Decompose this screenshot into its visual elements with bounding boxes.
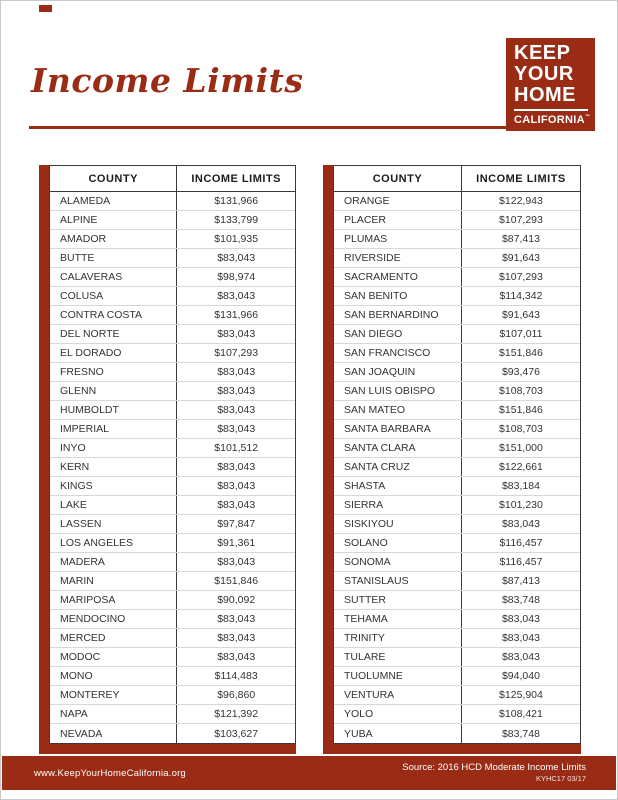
table-row (50, 268, 295, 287)
table-row (50, 629, 295, 648)
county-name: EL DORADO (50, 344, 177, 362)
income-limit-value: $90,092 (217, 594, 256, 606)
county-name: SAN BENITO (334, 287, 462, 305)
table-row (50, 553, 295, 572)
county-name: IMPERIAL (50, 420, 177, 438)
county-name: KERN (50, 458, 177, 476)
county-name: SACRAMENTO (334, 268, 462, 286)
table-row (334, 629, 580, 648)
table-row (334, 211, 580, 230)
county-name: LASSEN (50, 515, 177, 533)
column-header-income-limits: INCOME LIMITS (476, 172, 566, 185)
table-row (334, 401, 580, 420)
county-name: CALAVERAS (50, 268, 177, 286)
income-limit-value: $91,361 (217, 537, 256, 549)
table-row (50, 306, 295, 325)
county-name: COLUSA (50, 287, 177, 305)
table-row (50, 534, 295, 553)
county-name: AMADOR (50, 230, 177, 248)
table-row (50, 192, 295, 211)
table-row (50, 211, 295, 230)
county-name: SAN DIEGO (334, 325, 462, 343)
income-limit-value: $116,457 (499, 537, 543, 549)
county-name: SUTTER (334, 591, 462, 609)
county-name: TEHAMA (334, 610, 462, 628)
county-name: INYO (50, 439, 177, 457)
county-name: DEL NORTE (50, 325, 177, 343)
county-name: TUOLUMNE (334, 667, 462, 685)
income-limit-value: $98,974 (217, 271, 256, 283)
income-limit-value: $83,043 (217, 385, 256, 397)
county-name: RIVERSIDE (334, 249, 462, 267)
footer-website-link[interactable]: www.KeepYourHomeCalifornia.org (34, 767, 186, 779)
table-row (334, 382, 580, 401)
county-name: SAN LUIS OBISPO (334, 382, 462, 400)
table-bottom-accent-bar (39, 744, 296, 754)
county-name: SANTA CLARA (334, 439, 462, 457)
income-limit-value: $107,011 (499, 328, 543, 340)
income-limit-value: $96,860 (217, 689, 256, 701)
county-name: MONTEREY (50, 686, 177, 704)
logo-divider (514, 109, 588, 111)
income-limit-value: $83,043 (217, 499, 256, 511)
table-row (50, 477, 295, 496)
county-name: LOS ANGELES (50, 534, 177, 552)
footer-document-code: KYHC17 03/17 (535, 774, 586, 784)
county-name: MERCED (50, 629, 177, 647)
table-row (50, 401, 295, 420)
table-row (50, 705, 295, 724)
table-row (334, 306, 580, 325)
logo-line-california: CALIFORNIA™ (514, 114, 591, 126)
county-name: MENDOCINO (50, 610, 177, 628)
county-name: BUTTE (50, 249, 177, 267)
county-name: SONOMA (334, 553, 462, 571)
table-row (334, 610, 580, 629)
county-name: SIERRA (334, 496, 462, 514)
table-row (334, 363, 580, 382)
page-title: Income Limits (31, 61, 304, 100)
footer-source-block (402, 762, 586, 783)
column-header-income-limits: INCOME LIMITS (191, 172, 281, 185)
table-row (50, 496, 295, 515)
income-limit-value: $93,476 (501, 366, 540, 378)
table-bottom-accent-bar (323, 744, 581, 754)
column-header-county: COUNTY (334, 166, 462, 191)
county-name: MODOC (50, 648, 177, 666)
income-limit-value: $83,043 (217, 423, 256, 435)
table-row (50, 591, 295, 610)
income-limit-value: $125,904 (499, 689, 543, 701)
county-name: KINGS (50, 477, 177, 495)
income-limit-value: $114,342 (499, 290, 543, 302)
table-row (334, 496, 580, 515)
income-limit-value: $151,846 (499, 404, 543, 416)
data-table (333, 165, 581, 744)
income-limit-value: $83,043 (501, 651, 540, 663)
table-row (50, 230, 295, 249)
footer-source-text: Source: 2016 HCD Moderate Income Limits (402, 762, 586, 774)
table-row (50, 667, 295, 686)
income-limit-value: $101,512 (214, 442, 259, 454)
county-name: ALPINE (50, 211, 177, 229)
logo-line-keep: KEEP (514, 42, 571, 64)
income-limit-value: $83,043 (217, 556, 256, 568)
table-row (50, 724, 295, 743)
table-row (50, 344, 295, 363)
table-header-row (50, 166, 295, 192)
income-limit-value: $83,043 (217, 461, 256, 473)
table-body (50, 192, 295, 743)
county-name: SOLANO (334, 534, 462, 552)
table-row (50, 363, 295, 382)
income-limit-value: $151,000 (499, 442, 543, 454)
trademark-symbol: ™ (584, 114, 591, 120)
table-row (50, 458, 295, 477)
table-row (334, 515, 580, 534)
county-name: CONTRA COSTA (50, 306, 177, 324)
data-table (49, 165, 296, 744)
income-limit-value: $83,043 (217, 651, 256, 663)
income-limit-value: $122,943 (499, 195, 543, 207)
county-name: TRINITY (334, 629, 462, 647)
income-limit-value: $151,846 (499, 347, 543, 359)
county-name: VENTURA (334, 686, 462, 704)
county-name: SANTA BARBARA (334, 420, 462, 438)
table-row (50, 420, 295, 439)
table-row (50, 572, 295, 591)
table-left-accent-bar (39, 165, 49, 744)
county-name: NEVADA (50, 724, 177, 743)
income-limit-value: $108,421 (499, 708, 543, 720)
income-limit-value: $87,413 (501, 233, 540, 245)
income-limit-value: $83,748 (501, 727, 540, 740)
income-limit-value: $133,799 (214, 214, 259, 226)
table-header-row (334, 166, 580, 192)
county-name: STANISLAUS (334, 572, 462, 590)
table-row (334, 287, 580, 306)
county-name: MARIN (50, 572, 177, 590)
county-name: YOLO (334, 705, 462, 723)
county-name: YUBA (334, 724, 462, 743)
logo-line-home: HOME (514, 84, 576, 106)
income-table-right (323, 165, 581, 754)
keep-your-home-california-logo (506, 38, 595, 131)
income-limit-value: $121,392 (214, 708, 259, 720)
income-limit-value: $87,413 (501, 575, 540, 587)
county-name: SANTA CRUZ (334, 458, 462, 476)
county-name: TULARE (334, 648, 462, 666)
income-limit-value: $122,661 (499, 461, 543, 473)
income-limit-value: $83,043 (501, 613, 540, 625)
income-limit-value: $83,043 (217, 366, 256, 378)
income-limit-value: $83,043 (217, 632, 256, 644)
table-row (50, 325, 295, 344)
column-header-county: COUNTY (50, 166, 177, 191)
county-name: SHASTA (334, 477, 462, 495)
income-limit-value: $108,703 (499, 385, 543, 397)
income-limit-value: $103,627 (214, 727, 259, 740)
income-limit-value: $108,703 (499, 423, 543, 435)
corner-accent-mark (39, 5, 52, 12)
county-name: SAN BERNARDINO (334, 306, 462, 324)
income-limit-value: $83,748 (501, 594, 540, 606)
table-row (334, 249, 580, 268)
table-row (334, 192, 580, 211)
income-limit-value: $151,846 (214, 575, 259, 587)
county-name: FRESNO (50, 363, 177, 381)
table-row (50, 610, 295, 629)
table-row (334, 534, 580, 553)
logo-line-your: YOUR (514, 63, 574, 85)
table-row (334, 344, 580, 363)
county-name: ORANGE (334, 192, 462, 210)
table-row (50, 382, 295, 401)
income-limit-value: $83,043 (217, 613, 256, 625)
county-name: PLUMAS (334, 230, 462, 248)
table-row (334, 268, 580, 287)
table-row (334, 420, 580, 439)
income-table-left (39, 165, 296, 754)
county-name: MADERA (50, 553, 177, 571)
table-row (334, 572, 580, 591)
county-name: MARIPOSA (50, 591, 177, 609)
income-limit-value: $91,643 (501, 252, 540, 264)
table-row (334, 477, 580, 496)
table-row (50, 515, 295, 534)
income-limit-value: $83,043 (217, 404, 256, 416)
footer-bar (2, 756, 616, 790)
income-limit-value: $94,040 (501, 670, 540, 682)
county-name: SAN JOAQUIN (334, 363, 462, 381)
table-row (334, 724, 580, 743)
county-name: SAN MATEO (334, 401, 462, 419)
county-name: NAPA (50, 705, 177, 723)
income-limit-value: $107,293 (499, 271, 543, 283)
county-name: GLENN (50, 382, 177, 400)
table-row (334, 458, 580, 477)
income-limit-value: $83,043 (217, 290, 256, 302)
county-name: ALAMEDA (50, 192, 177, 210)
county-name: SAN FRANCISCO (334, 344, 462, 362)
income-limit-value: $131,966 (214, 309, 259, 321)
income-limit-value: $83,043 (501, 632, 540, 644)
table-row (334, 648, 580, 667)
county-name: SISKIYOU (334, 515, 462, 533)
table-row (334, 553, 580, 572)
table-row (334, 686, 580, 705)
income-limit-value: $116,457 (499, 556, 543, 568)
income-limit-value: $131,966 (214, 195, 259, 207)
table-row (334, 667, 580, 686)
county-name: PLACER (334, 211, 462, 229)
table-row (334, 325, 580, 344)
income-limit-value: $83,043 (217, 480, 256, 492)
income-limit-value: $107,293 (214, 347, 259, 359)
income-limit-value: $101,935 (214, 233, 259, 245)
income-limit-value: $97,847 (217, 518, 256, 530)
table-row (50, 686, 295, 705)
income-limit-value: $83,043 (217, 252, 256, 264)
table-row (334, 230, 580, 249)
table-left-accent-bar (323, 165, 333, 744)
table-row (50, 287, 295, 306)
table-row (50, 648, 295, 667)
income-limit-value: $114,483 (214, 670, 258, 682)
income-limit-value: $107,293 (499, 214, 543, 226)
county-name: HUMBOLDT (50, 401, 177, 419)
income-limit-value: $83,184 (501, 480, 540, 492)
county-name: MONO (50, 667, 177, 685)
table-row (50, 439, 295, 458)
income-limit-value: $101,230 (499, 499, 543, 511)
table-row (334, 591, 580, 610)
income-limit-value: $91,643 (501, 309, 540, 321)
table-body (334, 192, 580, 743)
table-row (334, 705, 580, 724)
table-row (334, 439, 580, 458)
county-name: LAKE (50, 496, 177, 514)
income-limit-value: $83,043 (217, 328, 256, 340)
table-row (50, 249, 295, 268)
income-limit-value: $83,043 (501, 518, 540, 530)
